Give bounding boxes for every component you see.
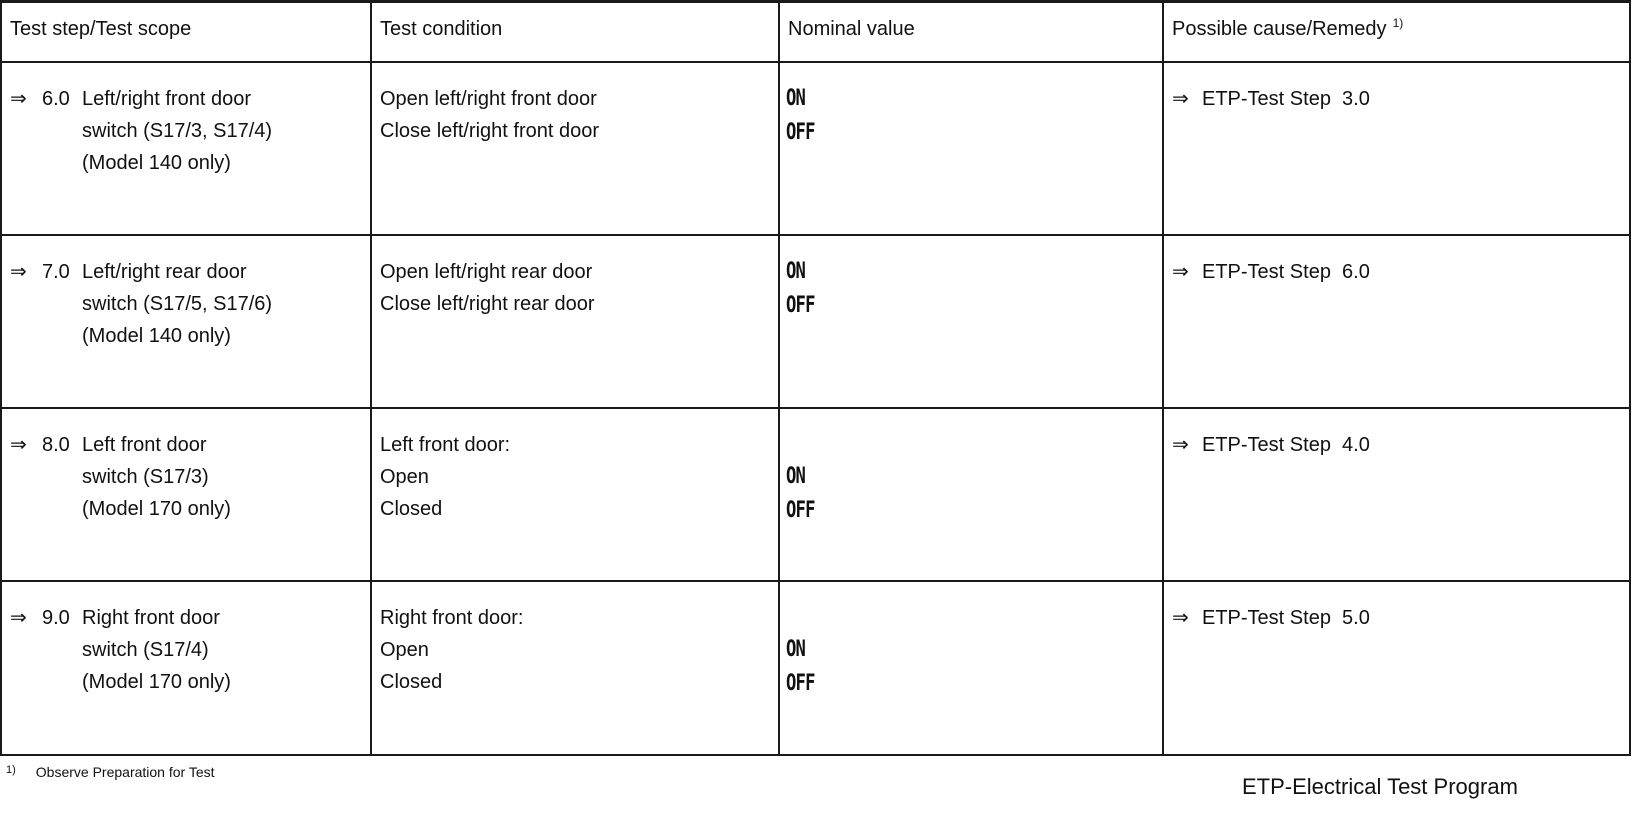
remedy-reference: ETP-Test Step 3.0 xyxy=(1202,87,1370,110)
condition-line: Closed xyxy=(380,497,443,520)
step-number: 7.0 xyxy=(42,260,70,283)
scope-line: (Model 170 only) xyxy=(82,670,231,693)
arrow-icon: ⇒ xyxy=(10,260,27,283)
test-step-cell xyxy=(1,408,371,581)
header-test-condition: Test condition xyxy=(371,2,779,62)
header-possible-cause-label: Possible cause/Remedy xyxy=(1172,18,1387,40)
footnote-text: Observe Preparation for Test xyxy=(35,764,215,780)
nominal-value: OFF xyxy=(786,292,815,318)
scope-line: (Model 140 only) xyxy=(82,151,231,174)
nominal-value-cell xyxy=(779,235,1163,408)
scope-line: switch (S17/3, S17/4) xyxy=(82,119,273,142)
table-row xyxy=(1,235,1630,408)
document-footer: ETP-Electrical Test Program xyxy=(1242,774,1518,799)
possible-cause-cell xyxy=(1163,235,1630,408)
test-step-cell xyxy=(1,62,371,235)
arrow-icon: ⇒ xyxy=(10,87,27,110)
condition-line: Close left/right rear door xyxy=(380,292,595,315)
step-number: 8.0 xyxy=(42,433,70,456)
nominal-value: OFF xyxy=(786,119,815,145)
test-condition-cell xyxy=(371,408,779,581)
nominal-value: ON xyxy=(786,85,806,111)
table-row xyxy=(1,62,1630,235)
step-number: 9.0 xyxy=(42,606,70,629)
nominal-value: ON xyxy=(786,463,806,489)
remedy-reference: ETP-Test Step 4.0 xyxy=(1202,433,1370,456)
header-test-step: Test step/Test scope xyxy=(1,2,371,62)
scope-line: Right front door xyxy=(82,606,220,629)
test-step-cell xyxy=(1,235,371,408)
condition-line: Open left/right rear door xyxy=(380,260,593,283)
nominal-value: ON xyxy=(786,636,806,662)
condition-line: Closed xyxy=(380,670,443,693)
nominal-value-cell xyxy=(779,408,1163,581)
arrow-icon: ⇒ xyxy=(1172,606,1189,629)
condition-line: Open xyxy=(380,465,429,488)
scope-line: switch (S17/5, S17/6) xyxy=(82,292,273,315)
test-step-cell xyxy=(1,581,371,755)
test-condition-cell xyxy=(371,62,779,235)
arrow-icon: ⇒ xyxy=(10,606,27,629)
nominal-value: OFF xyxy=(786,670,815,696)
table-row xyxy=(1,408,1630,581)
scope-line: (Model 140 only) xyxy=(82,324,231,347)
remedy-reference: ETP-Test Step 5.0 xyxy=(1202,606,1370,629)
arrow-icon: ⇒ xyxy=(1172,87,1189,110)
scope-line: (Model 170 only) xyxy=(82,497,231,520)
scope-line: Left/right front door xyxy=(82,87,251,110)
condition-line: Open left/right front door xyxy=(380,87,597,110)
arrow-icon: ⇒ xyxy=(10,433,27,456)
step-number: 6.0 xyxy=(42,87,70,110)
nominal-value: ON xyxy=(786,258,806,284)
condition-line: Close left/right front door xyxy=(380,119,599,142)
condition-line: Left front door: xyxy=(380,433,511,456)
scope-line: Left front door xyxy=(82,433,207,456)
footnote xyxy=(6,764,215,780)
scope-line: switch (S17/3) xyxy=(82,465,209,488)
table-header-row xyxy=(1,2,1630,62)
nominal-value-cell xyxy=(779,62,1163,235)
condition-line: Open xyxy=(380,638,429,661)
footnote-mark: 1) xyxy=(6,764,16,776)
header-footnote-mark: 1) xyxy=(1392,16,1404,30)
table-row xyxy=(1,581,1630,755)
arrow-icon: ⇒ xyxy=(1172,433,1189,456)
condition-line: Right front door: xyxy=(380,606,524,629)
arrow-icon: ⇒ xyxy=(1172,260,1189,283)
header-nominal-value: Nominal value xyxy=(779,2,1163,62)
header-possible-cause xyxy=(1163,2,1630,62)
scope-line: Left/right rear door xyxy=(82,260,247,283)
test-condition-cell xyxy=(371,235,779,408)
remedy-reference: ETP-Test Step 6.0 xyxy=(1202,260,1370,283)
possible-cause-cell xyxy=(1163,408,1630,581)
possible-cause-cell xyxy=(1163,62,1630,235)
test-condition-cell xyxy=(371,581,779,755)
scope-line: switch (S17/4) xyxy=(82,638,209,661)
nominal-value-cell xyxy=(779,581,1163,755)
nominal-value: OFF xyxy=(786,497,815,523)
possible-cause-cell xyxy=(1163,581,1630,755)
